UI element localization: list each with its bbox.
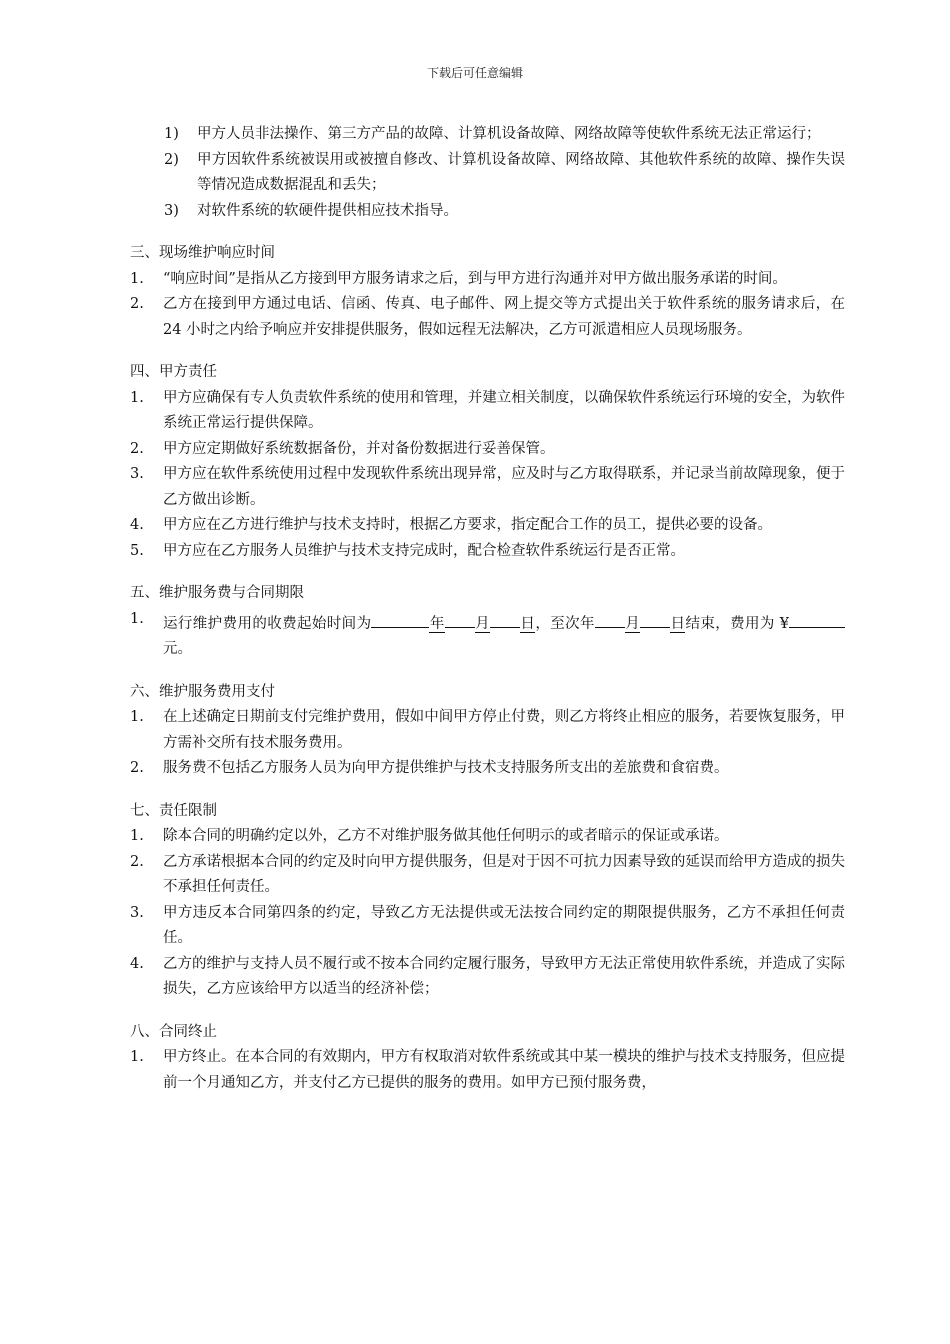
fee-start-clause xyxy=(163,607,845,663)
item-text: 甲方因软件系统被误用或被擅自修改、计算机设备故障、网络故障、其他软件系统的故障、操作失误等情况造成数据混乱和丢失； xyxy=(197,151,845,193)
section-title: 八、合同终止 xyxy=(130,1023,217,1040)
fee-text-next-year: ，至次年 xyxy=(535,615,595,632)
item-number: 1. xyxy=(130,610,144,627)
list-item xyxy=(130,705,845,756)
list-item xyxy=(130,1045,845,1096)
list-item xyxy=(130,901,845,952)
item-text: 对软件系统的软硬件提供相应技术指导。 xyxy=(197,202,458,219)
list-item xyxy=(130,824,845,850)
day-label: 日 xyxy=(520,615,536,632)
item-text: 甲方应在乙方服务人员维护与技术支持完成时，配合检查软件系统运行是否正常。 xyxy=(163,542,685,559)
item-text: 甲方违反本合同第四条的约定，导致乙方无法提供或无法按合同约定的期限提供服务，乙方不承担任何责任。 xyxy=(163,904,845,946)
end-day-blank[interactable] xyxy=(640,607,670,628)
list-item xyxy=(130,539,845,565)
list-item xyxy=(130,199,845,225)
section-title: 六、维护服务费用支付 xyxy=(130,683,275,700)
item-number: 1. xyxy=(130,389,144,406)
item-number: 1. xyxy=(130,709,144,725)
item-number: 3) xyxy=(164,202,179,219)
item-number: 3. xyxy=(130,466,144,482)
item-text: 甲方应在乙方进行维护与技术支持时，根据乙方要求，指定配合工作的员工，提供必要的设备。 xyxy=(163,517,772,533)
item-number: 1. xyxy=(130,1049,144,1065)
start-month-blank[interactable] xyxy=(445,607,475,628)
item-number: 2. xyxy=(130,440,144,457)
item-text: “响应时间”是指从乙方接到甲方服务请求之后，到与甲方进行沟通并对甲方做出服务承诺的时间。 xyxy=(163,270,787,287)
item-text: 甲方应定期做好系统数据备份，并对备份数据进行妥善保管。 xyxy=(163,440,555,457)
list-item xyxy=(130,122,845,148)
start-year-blank[interactable] xyxy=(371,607,429,628)
item-text: 甲方人员非法操作、第三方产品的故障、计算机设备故障、网络故障等使软件系统无法正常运行； xyxy=(197,126,821,142)
item-number: 2. xyxy=(130,296,144,312)
list-item xyxy=(130,462,845,513)
end-day-label: 日 xyxy=(670,615,686,632)
item-number: 3. xyxy=(130,904,144,921)
item-number: 1. xyxy=(130,270,144,287)
item-text: 乙方在接到甲方通过电话、信函、传真、电子邮件、网上提交等方式提出关于软件系统的服务请求后，在 24 小时之内给予响应并安排提供服务，假如远程无法解决，乙方可派遣相应人员现场服务。 xyxy=(163,296,845,338)
list-item xyxy=(130,437,845,463)
year-label: 年 xyxy=(429,615,445,632)
item-number: 5. xyxy=(130,542,144,559)
list-item xyxy=(130,850,845,901)
item-text: 服务费不包括乙方服务人员为向甲方提供维护与技术支持服务所支出的差旅费和食宿费。 xyxy=(163,760,729,776)
fee-amount-blank[interactable] xyxy=(789,607,845,628)
section-title: 五、维护服务费与合同期限 xyxy=(130,585,304,601)
list-item xyxy=(130,952,845,1003)
start-day-blank[interactable] xyxy=(490,607,520,628)
item-number: 2) xyxy=(164,151,179,168)
item-text: 甲方终止。在本合同的有效期内，甲方有权取消对软件系统或其中某一模块的维护与技术支持服务，但应提前一个月通知乙方，并支付乙方已提供的服务的费用。如甲方已预付服务费， xyxy=(163,1049,845,1091)
item-number: 4. xyxy=(130,517,144,533)
item-text: 甲方应在软件系统使用过程中发现软件系统出现异常，应及时与乙方取得联系，并记录当前故障现象，便于乙方做出诊断。 xyxy=(163,466,845,508)
section-title: 三、现场维护响应时间 xyxy=(130,245,275,261)
list-item xyxy=(130,607,845,663)
list-item xyxy=(130,292,845,343)
end-month-blank[interactable] xyxy=(595,607,625,628)
item-text: 除本合同的明确约定以外，乙方不对维护服务做其他任何明示的或者暗示的保证或承诺。 xyxy=(163,828,729,844)
item-text: 乙方承诺根据本合同的约定及时向甲方提供服务，但是对于因不可抗力因素导致的延误而给甲方造成的损失不承担任何责任。 xyxy=(163,853,845,895)
item-text: 在上述确定日期前支付完维护费用，假如中间甲方停止付费，则乙方将终止相应的服务，若要恢复服务，甲方需补交所有技术服务费用。 xyxy=(163,709,845,751)
item-number: 1. xyxy=(130,828,144,844)
end-month-label: 月 xyxy=(624,615,641,632)
item-text: 甲方应确保有专人负责软件系统的使用和管理，并建立相关制度，以确保软件系统运行环境的安全，为软件系统正常运行提供保障。 xyxy=(163,389,845,431)
month-label: 月 xyxy=(474,615,491,632)
item-number: 2. xyxy=(130,853,144,870)
page-header: 下载后可任意编辑 xyxy=(426,66,523,80)
fee-text-end: 结束，费用为 ¥ xyxy=(685,615,790,632)
item-number: 4. xyxy=(130,955,144,972)
item-text: 乙方的维护与支持人员不履行或不按本合同约定履行服务，导致甲方无法正常使用软件系统，并造成了实际损失，乙方应该给甲方以适当的经济补偿； xyxy=(163,955,845,997)
item-number: 2. xyxy=(130,760,144,776)
section-title: 七、责任限制 xyxy=(130,802,217,819)
list-item xyxy=(130,513,845,539)
item-number: 1) xyxy=(164,126,179,142)
list-item xyxy=(130,148,845,199)
list-item xyxy=(130,386,845,437)
fee-text-yuan: 元。 xyxy=(163,641,192,657)
list-item xyxy=(130,267,845,293)
fee-text-start: 运行维护费用的收费起始时间为 xyxy=(163,615,372,632)
section-title: 四、甲方责任 xyxy=(130,364,217,380)
list-item xyxy=(130,756,845,782)
document-body xyxy=(130,122,845,1096)
